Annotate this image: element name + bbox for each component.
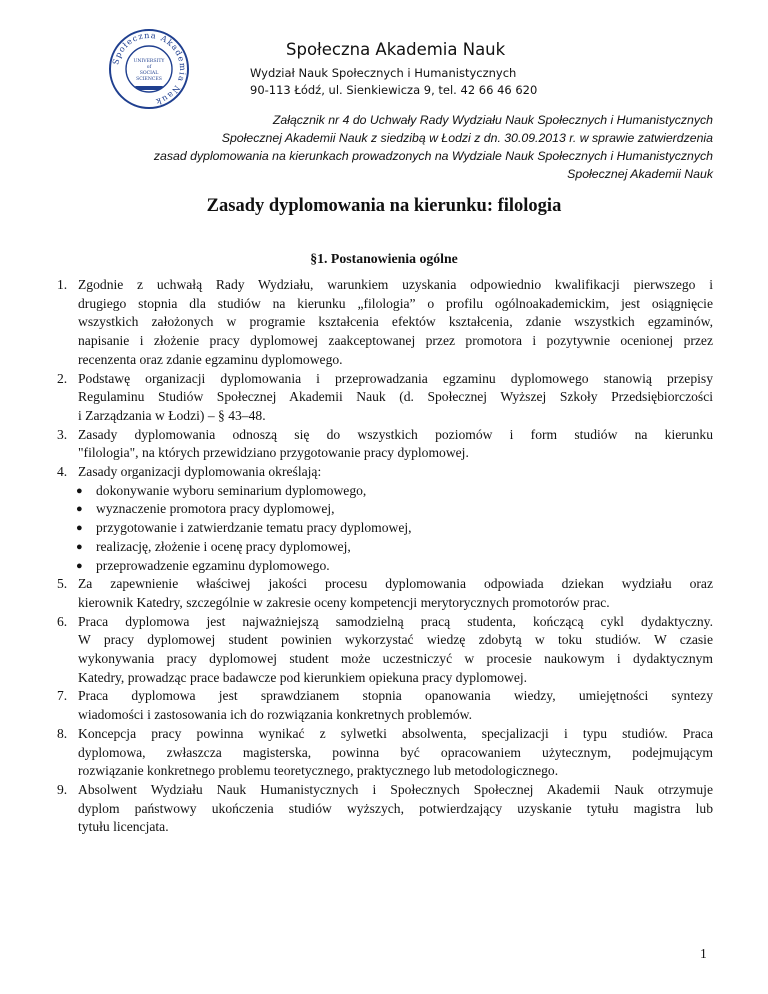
item-line: Zasady organizacji dyplomowania określają: — [78, 464, 322, 480]
bullet-icon: ● — [76, 522, 83, 535]
page-number: 1 — [700, 946, 707, 961]
item-line: Praca dyplomowa jest najważniejszą samodzielną pracą studenta, kończącą cykl dydaktyczny. — [78, 613, 713, 629]
item-line: Zasady dyplomowania odnoszą się do wszystkich poziomów i form studiów na kierunku — [78, 426, 713, 442]
annex-line: Społecznej Akademii Nauk — [567, 167, 713, 181]
section-title: §1. Postanowienia ogólne — [310, 251, 458, 266]
bullet-item — [57, 557, 713, 576]
item-number: 8. — [57, 725, 68, 741]
bullet-item — [57, 519, 713, 538]
item-number: 2. — [57, 370, 68, 386]
list-item — [57, 725, 713, 781]
item-line: wszystkich założonych w programie kształcenia efektów kształcenia, zdanie wszystkich egzaminów, — [78, 314, 713, 330]
logo-center-line-3: SOCIAL — [139, 71, 159, 76]
item-line: Podstawę organizacji dyplomowania i przeprowadzania egzaminu dyplomowego stanowią przepisy — [78, 370, 713, 386]
item-line: kierownik Katedry, szczególnie w zakresie oceny kompetencji merytorycznych promotorów prac. — [78, 594, 610, 610]
item-line: drugiego stopnia dla studiów na kierunku „filologia” o profilu ogólnoakademickim, jest osiągnięcie — [78, 295, 713, 311]
bullet-item — [57, 482, 713, 501]
list-item — [57, 276, 713, 370]
logo-ring-text: Społeczna Akademia Nauk — [110, 29, 189, 108]
item-line: wiadomości i zastosowania ich do rozwiązania konkretnych problemów. — [78, 707, 472, 723]
item-line: tytułu licencjata. — [78, 819, 169, 835]
item-line: Katedry, prowadząc prace badawcze pod kierunkiem opiekuna pracy dyplomowej. — [78, 669, 528, 685]
item-line: dyplom państwowy ukończenia studiów wyższych, potwierdzający uzyskanie tytułu magistra lub — [78, 800, 713, 816]
item-line: napisanie i złożenie pracy dyplomowej zaakceptowanej przez promotora i pozytywnie ocenionej przez — [78, 333, 713, 349]
annex-line: Społecznej Akademii Nauk z siedzibą w Łodzi z dn. 30.09.2013 r. w sprawie zatwierdzenia — [221, 131, 713, 145]
logo-center-line-4: SCIENCES — [136, 77, 162, 82]
list-item — [57, 463, 713, 482]
item-line: wykonywania pracy dyplomowej student może uczestniczyć w procesie naukowym i dydaktycznym — [78, 651, 713, 667]
bullet-text: realizację, złożenie i ocenę pracy dyplomowej, — [96, 538, 351, 554]
item-line: dyplomowa, zwłaszcza magisterska, powinna być opracowaniem użytecznym, podejmującym — [78, 744, 713, 760]
bullet-item — [57, 500, 713, 519]
item-number: 1. — [57, 277, 68, 292]
list-item — [57, 370, 713, 426]
bullet-icon: ● — [76, 503, 83, 516]
institution-address: 90-113 Łódź, ul. Sienkiewicza 9, tel. 42 66 46 620 — [250, 83, 538, 97]
section-content — [57, 276, 713, 837]
item-line: recenzenta oraz zdanie egzaminu dyplomowego. — [78, 351, 343, 367]
institution-name: Społeczna Akademia Nauk — [286, 40, 506, 59]
annex-line: Załącznik nr 4 do Uchwały Rady Wydziału Nauk Społecznych i Humanistycznych — [272, 113, 713, 127]
item-line: Koncepcja pracy powinna wynikać z sylwetki absolwenta, specjalizacji i typu studiów. Praca — [78, 725, 713, 741]
item-number: 7. — [57, 688, 68, 704]
bullet-icon: ● — [76, 559, 83, 572]
bullet-text: przeprowadzenie egzaminu dyplomowego. — [96, 557, 330, 573]
item-line: W pracy dyplomowej student powinien wykorzystać wiedzę zdobytą w toku studiów. W czasie — [78, 632, 713, 648]
annex-note — [93, 111, 713, 183]
item-line: Praca dyplomowa jest sprawdzianem stopnia opanowania wiedzy, umiejętności syntezy — [78, 688, 713, 704]
bullet-text: przygotowanie i zatwierdzanie tematu pracy dyplomowej, — [96, 520, 412, 536]
item-number: 3. — [57, 426, 68, 442]
item-number: 4. — [57, 464, 68, 480]
item-line: rozwiązanie konkretnego problemu teoretycznego, praktycznego lub metodologicznego. — [78, 763, 559, 779]
bullet-icon: ● — [76, 540, 83, 553]
item-line: Zgodnie z uchwałą Rady Wydziału, warunkiem uzyskania odpowiednio kwalifikacji pierwszego i — [78, 277, 713, 292]
letterhead — [0, 0, 768, 110]
list-item — [57, 613, 713, 688]
item-number: 6. — [57, 613, 68, 629]
bullet-item — [57, 538, 713, 557]
item-number: 9. — [57, 781, 68, 797]
item-line: Za zapewnienie właściwej jakości procesu dyplomowania odpowiada dziekan wydziału oraz — [78, 576, 713, 592]
item-line: "filologia", na których przewidziano przygotowanie pracy dyplomowej. — [78, 445, 469, 461]
list-item — [57, 426, 713, 463]
logo-center-line-1: UNIVERSITY — [133, 59, 165, 64]
university-logo — [108, 28, 190, 110]
item-number: 5. — [57, 576, 68, 592]
list-item — [57, 687, 713, 724]
logo-center-line-2: of — [146, 65, 152, 70]
list-item — [57, 781, 713, 837]
bullet-icon: ● — [76, 484, 83, 497]
item-line: i Zarządzania w Łodzi) – § 43–48. — [78, 407, 266, 423]
document-title: Zasady dyplomowania na kierunku: filologia — [206, 196, 562, 216]
bullet-text: wyznaczenie promotora pracy dyplomowej, — [96, 501, 335, 517]
annex-line: zasad dyplomowania na kierunkach prowadzonych na Wydziale Nauk Społecznych i Humanistycznych — [153, 149, 713, 163]
list-item — [57, 575, 713, 612]
bullet-text: dokonywanie wyboru seminarium dyplomowego, — [96, 482, 367, 498]
item-line: Regulaminu Studiów Społecznej Akademii Nauk (d. Społecznej Wyższej Szkoły Przedsiębiorczości — [78, 389, 713, 405]
department-name: Wydział Nauk Społecznych i Humanistycznych — [250, 66, 517, 80]
item-line: Absolwent Wydziału Nauk Humanistycznych i Społecznych Społecznej Akademii Nauk otrzymuje — [78, 781, 713, 797]
